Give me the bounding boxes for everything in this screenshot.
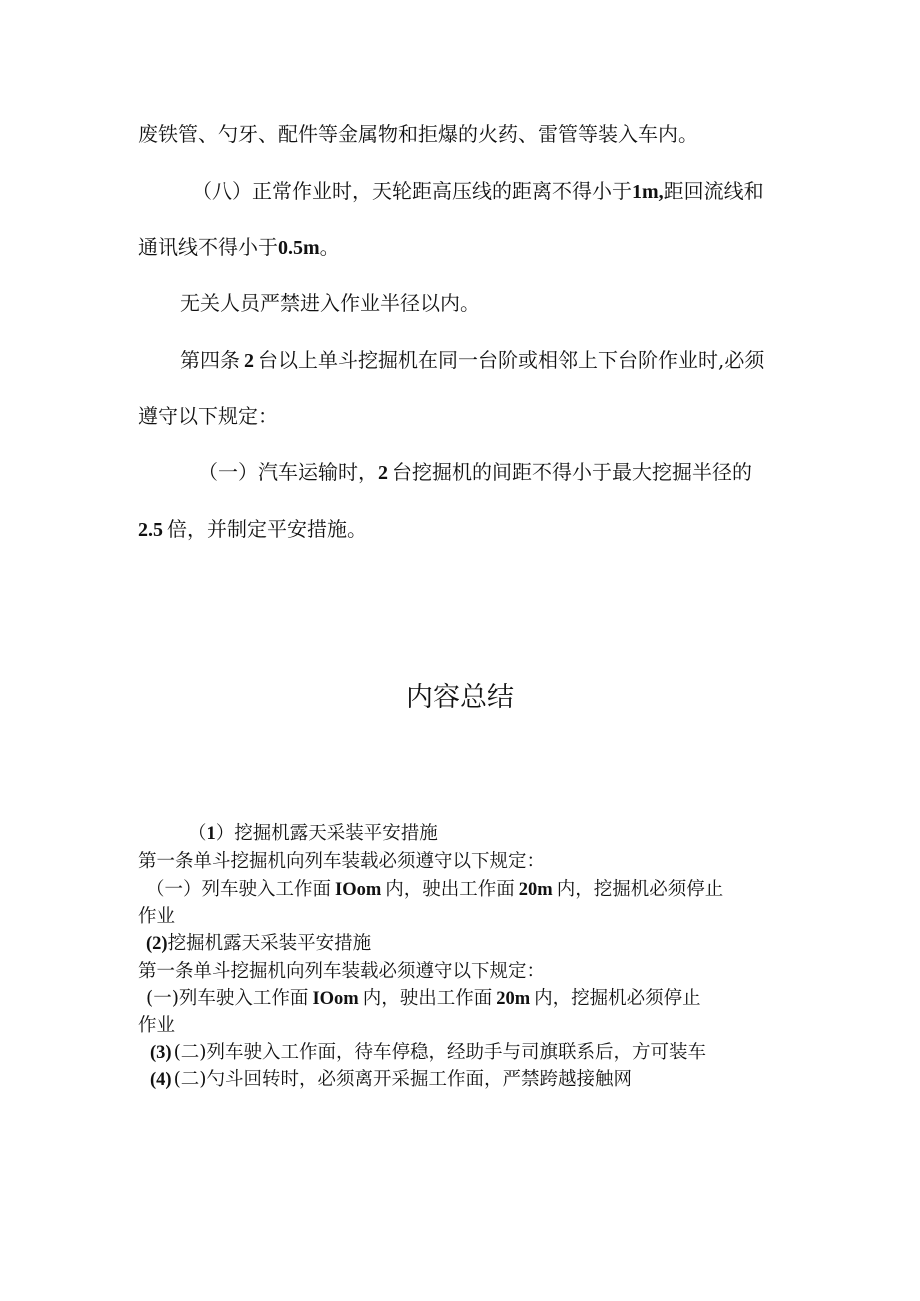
summary-text: 第一条单斗挖掘机向列车装载必须遵守以下规定：: [138, 961, 546, 982]
summary-value: IOom: [335, 880, 382, 900]
summary-text: ）挖掘机露天采装平安措施: [215, 823, 438, 844]
body-text: 遵守以下规定：: [138, 404, 278, 428]
summary-line-5: [146, 932, 371, 956]
body-line-6: [138, 404, 278, 428]
body-line-2: [192, 179, 764, 204]
body-text: 台挖掘机的间距不得小于最大挖掘半径的: [392, 460, 752, 484]
summary-line-2: [138, 850, 545, 874]
body-value: 2: [378, 462, 388, 484]
summary-text: 作业: [138, 1015, 176, 1036]
summary-line-10: [150, 1068, 632, 1092]
summary-text: 内，挖掘机必须停止: [534, 988, 701, 1009]
body-line-7: [198, 460, 752, 485]
summary-line-4: [138, 905, 175, 929]
summary-value: 20m: [496, 989, 531, 1009]
summary-value: IOom: [312, 989, 359, 1009]
body-text: （八）正常作业时，天轮距高压线的距离不得小于: [192, 179, 632, 203]
body-text: 。: [319, 235, 340, 259]
body-line-5: [180, 348, 764, 373]
summary-text: (一)列车驶入工作面: [146, 988, 309, 1009]
body-value: 0.5m: [278, 237, 320, 259]
body-line-1: [138, 122, 698, 146]
body-text: （一）汽车运输时，: [198, 460, 378, 484]
summary-text: 内，驶出工作面: [385, 879, 515, 900]
body-value: 1m,: [632, 181, 664, 203]
summary-number: (3): [150, 1043, 172, 1063]
summary-text: (二)勺斗回转时，必须离开采掘工作面，严禁跨越接触网: [173, 1069, 633, 1090]
summary-line-7: [146, 987, 701, 1011]
summary-number: (4): [150, 1070, 172, 1090]
summary-line-1: [188, 822, 438, 846]
body-line-3: [138, 235, 340, 260]
summary-text: 挖掘机露天采装平安措施: [167, 933, 372, 954]
body-value: 2: [244, 350, 254, 372]
body-value: 2.5: [138, 519, 163, 541]
summary-number: (2): [146, 934, 168, 954]
summary-text: 内，挖掘机必须停止: [556, 879, 724, 900]
summary-text: 第一条单斗挖掘机向列车装载必须遵守以下规定：: [138, 851, 546, 872]
body-text: 废铁管、勺牙、配件等金属物和拒爆的火药、雷管等装入车内。: [138, 122, 698, 146]
body-text: 距回流线和: [663, 179, 764, 203]
summary-heading: 内容总结: [406, 682, 514, 713]
summary-number: 1: [206, 824, 216, 844]
summary-text: 内，驶出工作面: [362, 988, 493, 1009]
body-text: 无关人员严禁进入作业半径以内。: [180, 291, 480, 315]
summary-line-8: [138, 1014, 175, 1038]
body-line-8: [138, 517, 367, 542]
body-text: 倍，并制定平安措施。: [167, 517, 367, 541]
body-text: 通讯线不得小于: [138, 235, 278, 259]
summary-text: 作业: [138, 906, 176, 927]
body-text: 台以上单斗挖掘机在同一台阶或相邻上下台阶作业时,必须: [258, 348, 765, 372]
body-text: 第四条: [180, 348, 240, 372]
summary-value: 20m: [518, 880, 553, 900]
summary-text: （: [188, 823, 207, 844]
summary-text: （一）列车驶入工作面: [146, 879, 332, 900]
summary-text: (二)列车驶入工作面，待车停稳，经助手与司旗联系后，方可装车: [173, 1042, 707, 1063]
summary-line-3: [146, 878, 723, 902]
summary-line-9: [150, 1041, 706, 1065]
summary-line-6: [138, 960, 545, 984]
body-line-4: [180, 291, 480, 315]
